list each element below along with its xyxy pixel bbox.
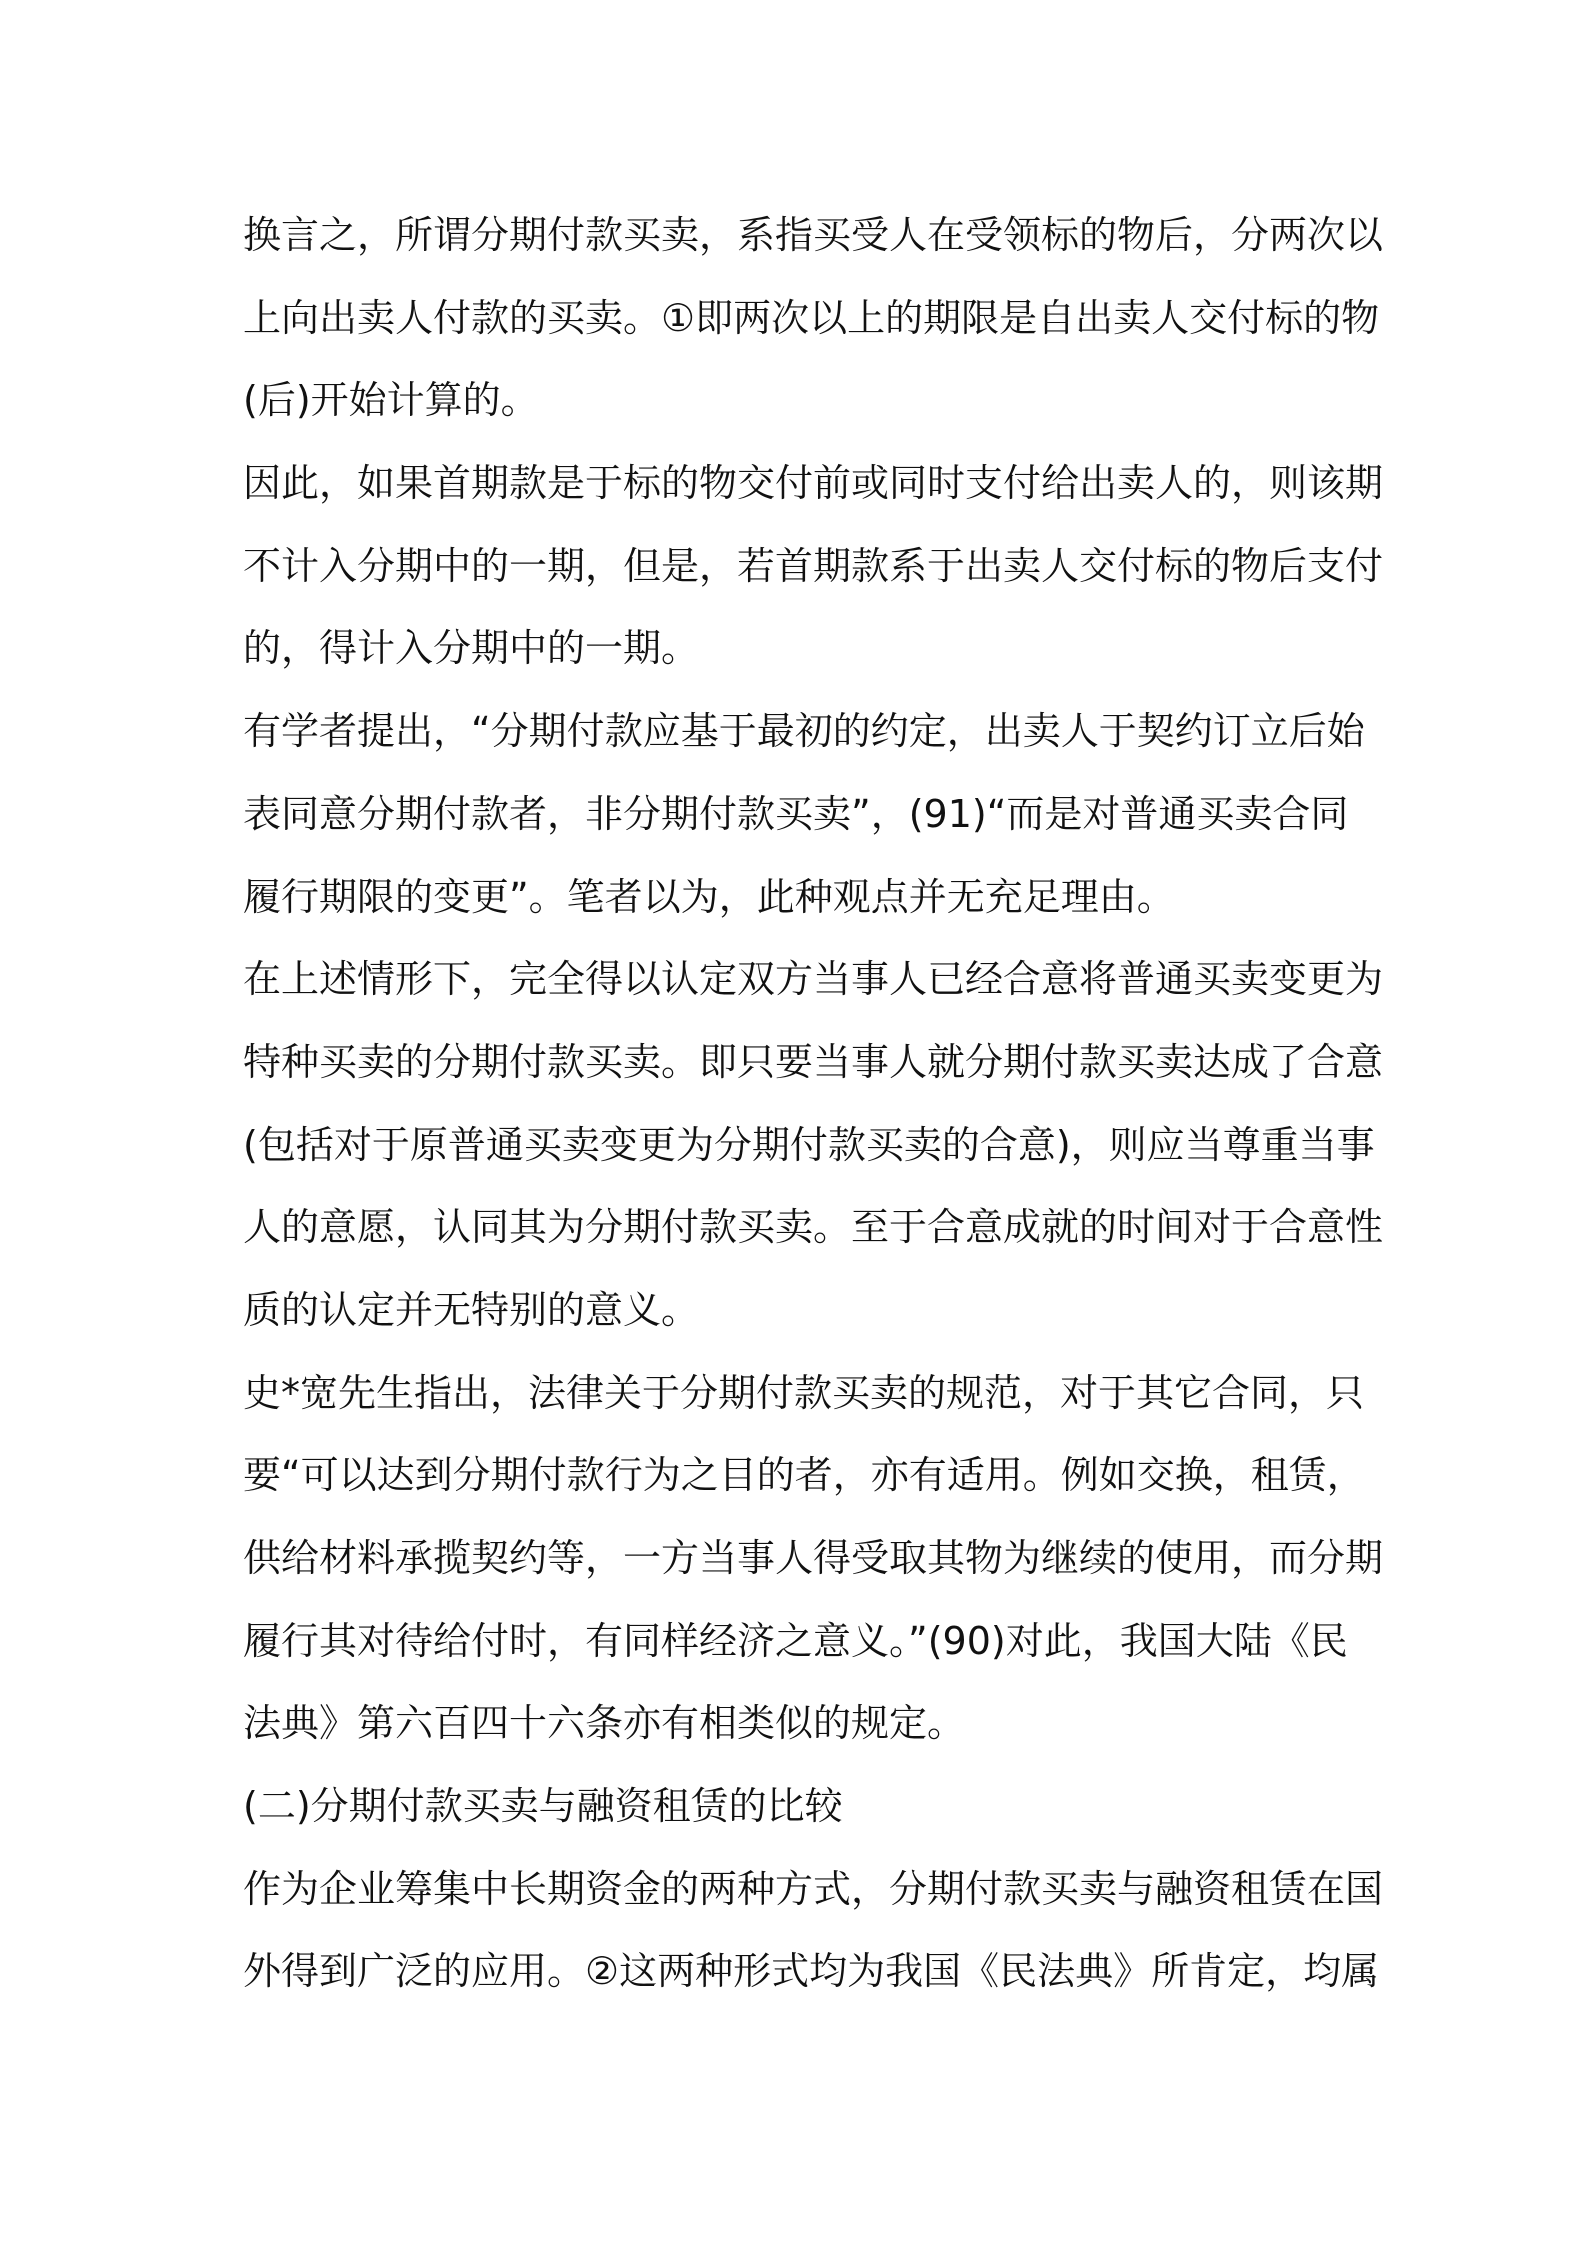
paragraph-agreement-change: [243, 938, 1384, 1351]
paragraph-other-contracts: [243, 1352, 1384, 1765]
text-line: 要“可以达到分期付款行为之目的者，亦有适用。例如交换，租赁，: [243, 1453, 1365, 1498]
text-line: 因此，如果首期款是于标的物交付前或同时支付给出卖人的，则该期: [243, 461, 1384, 506]
paragraph-scholar-view: [243, 690, 1365, 938]
text-line: 法典》第六百四十六条亦有相类似的规定。: [243, 1701, 966, 1746]
text-line: (包括对于原普通买卖变更为分期付款买卖的合意)，则应当尊重当事: [243, 1122, 1375, 1167]
section-heading-text: (二)分期付款买卖与融资租赁的比较: [243, 1784, 843, 1829]
text-line: 作为企业筹集中长期资金的两种方式，分期付款买卖与融资租赁在国: [243, 1866, 1384, 1911]
text-line: 有学者提出，“分期付款应基于最初的约定，出卖人于契约订立后始: [243, 709, 1365, 754]
text-line: (后)开始计算的。: [243, 378, 539, 423]
text-line: 外得到广泛的应用。②这两种形式均为我国《民法典》所肯定，均属: [243, 1949, 1380, 1994]
text-line: 履行其对待给付时，有同样经济之意义。”(90)对此，我国大陆《民: [243, 1618, 1348, 1663]
text-line: 史*宽先生指出，法律关于分期付款买卖的规范，对于其它合同，只: [243, 1370, 1365, 1415]
paragraph-installment-definition: [243, 194, 1384, 442]
text-line: 供给材料承揽契约等，一方当事人得受取其物为继续的使用，而分期: [243, 1536, 1384, 1580]
paragraph-financing-comparison: [243, 1848, 1384, 2013]
text-line: 在上述情形下，完全得以认定双方当事人已经合意将普通买卖变更为: [243, 957, 1384, 1002]
section-heading: [243, 1765, 1353, 1848]
text-line: 的，得计入分期中的一期。: [243, 626, 700, 671]
text-line: 特种买卖的分期付款买卖。即只要当事人就分期付款买卖达成了合意: [243, 1039, 1384, 1084]
text-line: 履行期限的变更”。笔者以为，此种观点并无充足理由。: [243, 874, 1175, 919]
text-line: 换言之，所谓分期付款买卖，系指买受人在受领标的物后，分两次以: [243, 213, 1384, 257]
text-line: 不计入分期中的一期，但是，若首期款系于出卖人交付标的物后支付: [243, 543, 1384, 588]
text-line: 表同意分期付款者，非分期付款买卖”，(91)“而是对普通买卖合同: [243, 791, 1349, 836]
text-line: 质的认定并无特别的意义。: [243, 1287, 700, 1332]
paragraph-first-payment: [243, 442, 1384, 690]
text-line: 人的意愿，认同其为分期付款买卖。至于合意成就的时间对于合意性: [243, 1205, 1384, 1250]
text-line: 上向出卖人付款的买卖。①即两次以上的期限是自出卖人交付标的物: [243, 295, 1380, 340]
document-body: [243, 194, 1384, 2013]
